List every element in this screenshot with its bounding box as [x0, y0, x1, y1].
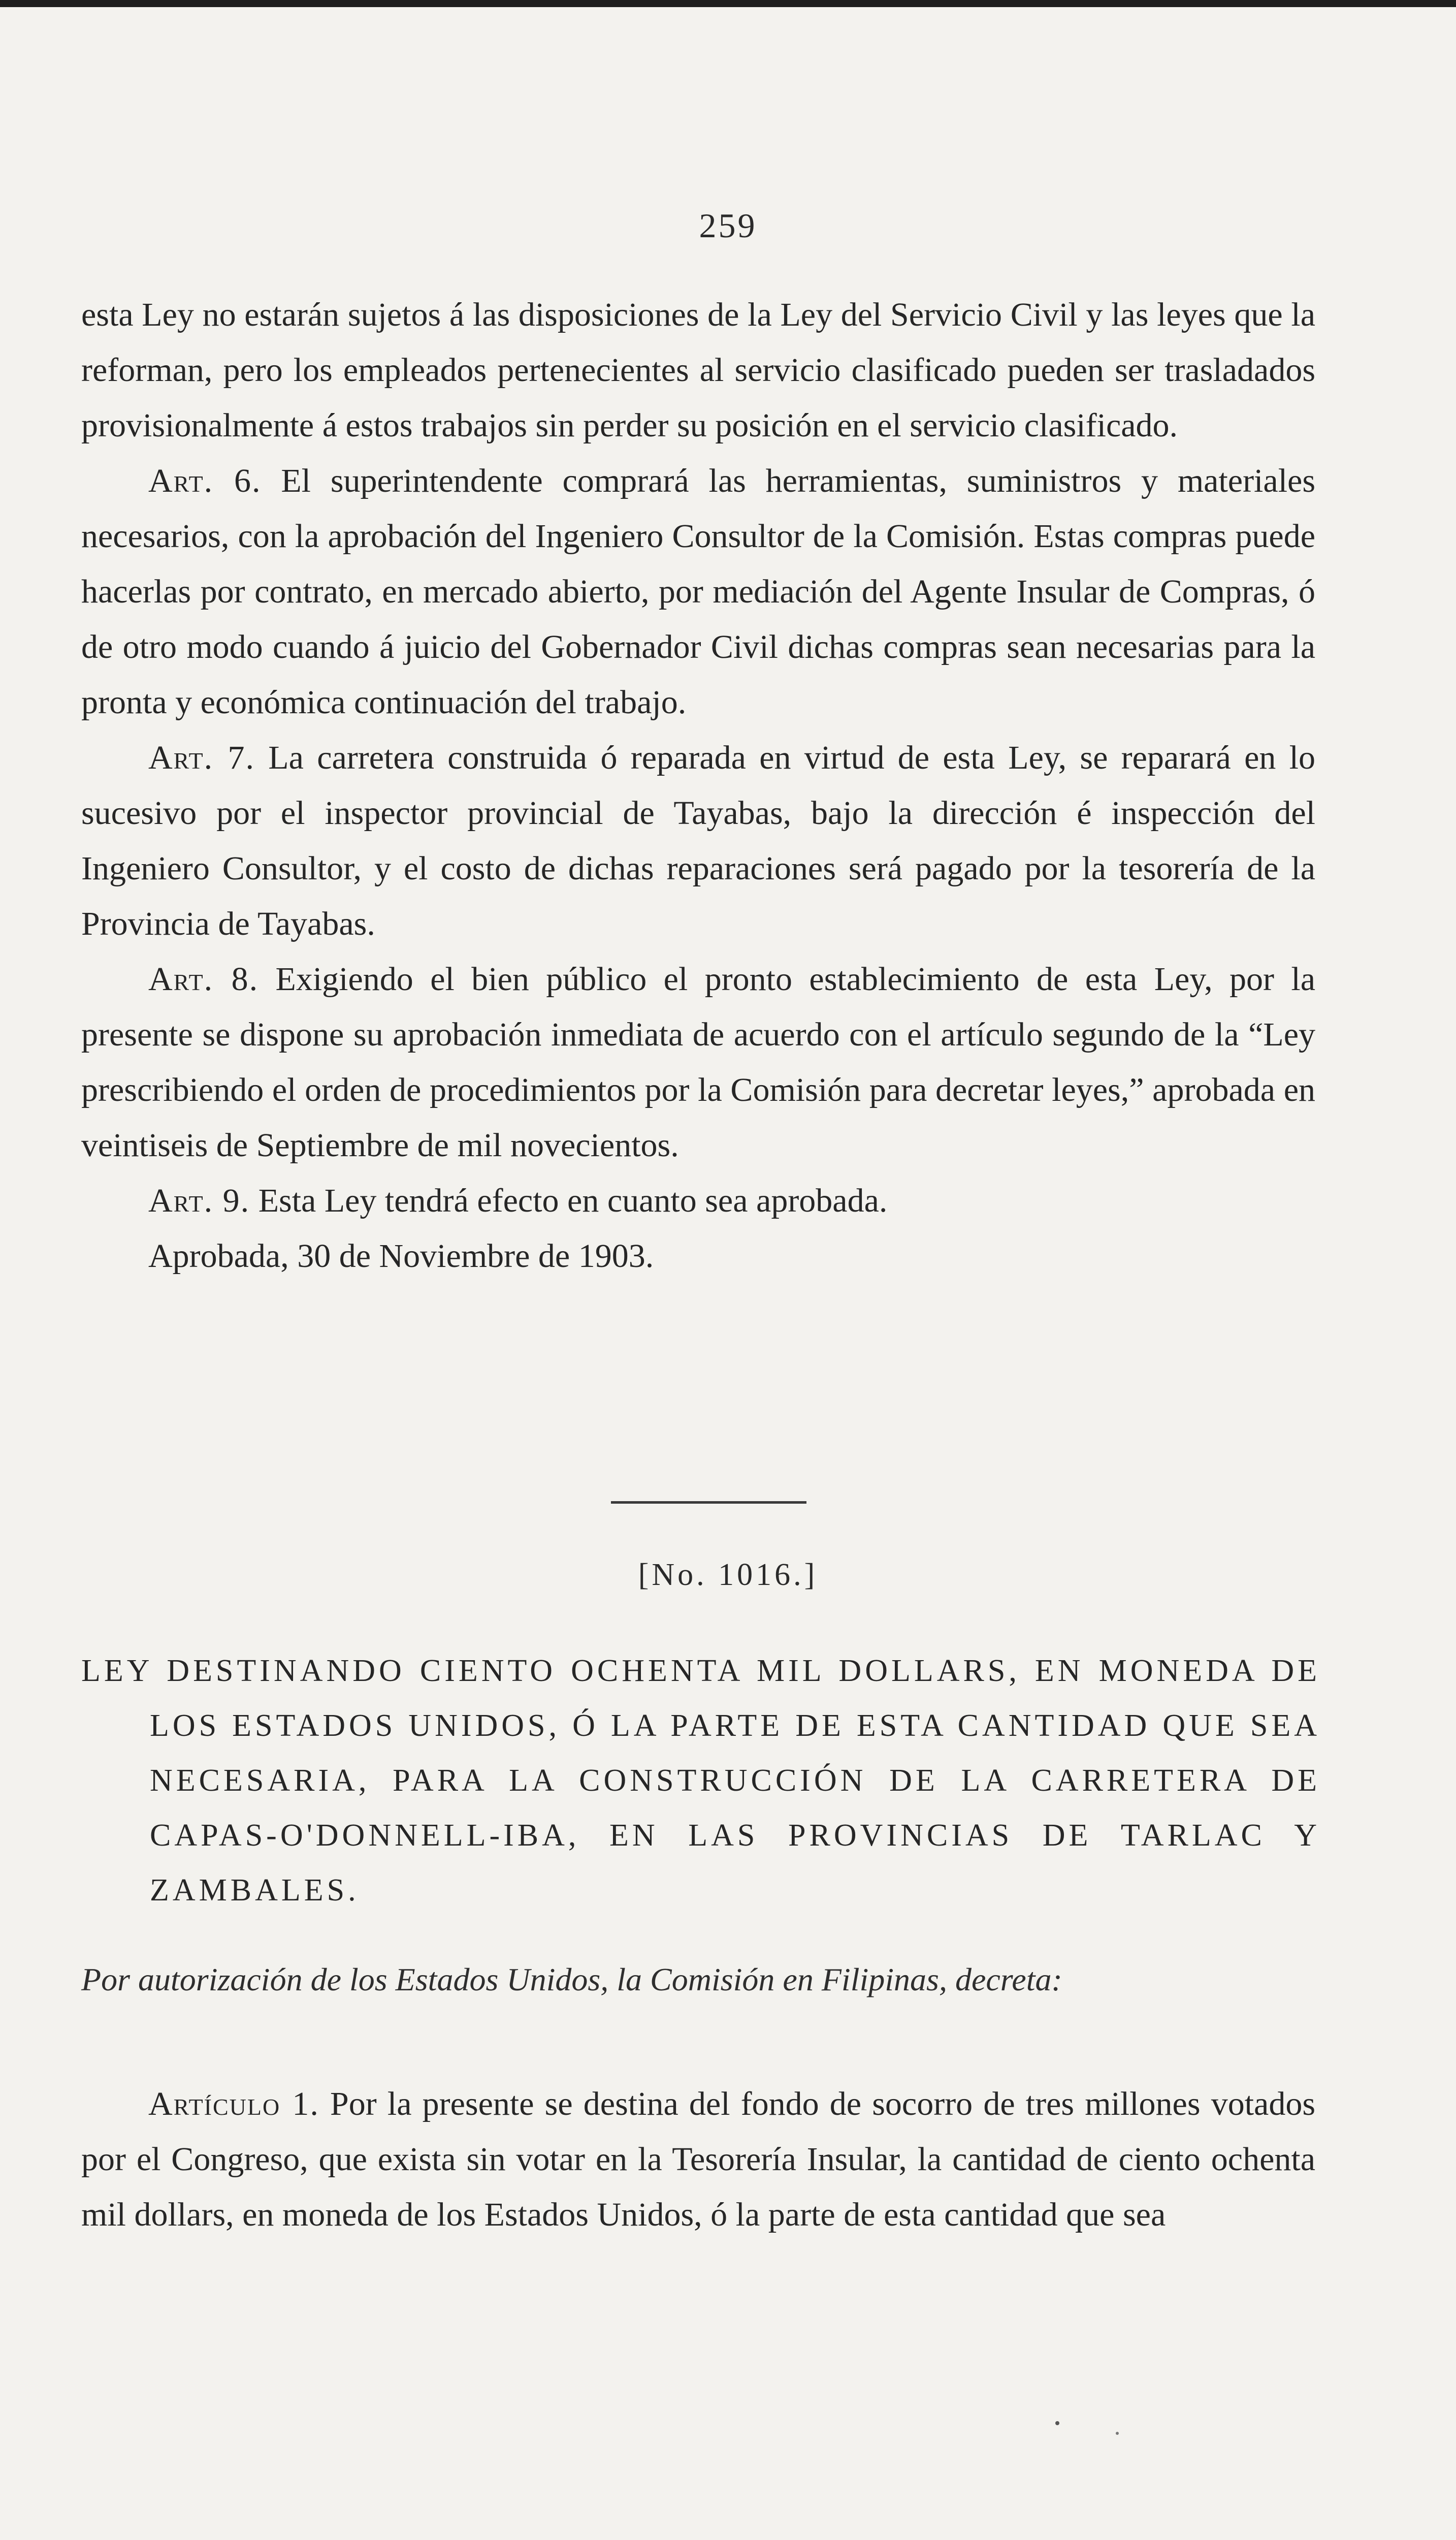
scan-specks	[1046, 2418, 1148, 2438]
article-text: Esta Ley tendrá efecto en cuanto sea aprobada.	[258, 1182, 888, 1219]
article-text: La carretera construida ó reparada en virtud de esta Ley, se reparará en lo sucesivo por el inspector provincial de Tayabas, bajo la dirección é inspección del Ingeniero Consultor, y el costo de dichas reparaciones será pagado por la tesorería de la Provincia de Tayabas.	[81, 739, 1315, 942]
article-text: El superintendente comprará las herramientas, suministros y materiales necesarios, con la aprobación del Ingeniero Consultor de la Comisión. Estas compras puede hacerlas por contrato, en mercado abierto, por mediación del Agente Insular de Compras, ó de otro modo cuando á juicio del Gobernador Civil dichas compras sean necesarias para la pronta y económica continuación del trabajo.	[81, 462, 1316, 721]
article-label: Artículo 1.	[148, 2085, 319, 2122]
law-number: [No. 1016.]	[638, 1558, 818, 1592]
article-label: Art. 6.	[148, 462, 262, 499]
article-text: Por la presente se destina del fondo de socorro de tres millones votados por el Congreso, que exista sin votar en la Tesorería Insular, la cantidad de ciento ochenta mil dollars, en moneda de los Estados Unidos, ó la parte de esta cantidad que sea	[81, 2085, 1316, 2233]
enacting-clause: Por autorización de los Estados Unidos, la Comisión en Filipinas, decreta:	[81, 1961, 1062, 1997]
section-divider	[611, 1501, 806, 1504]
article-label: Art. 7.	[148, 739, 255, 776]
article-label: Art. 9.	[148, 1182, 250, 1219]
continuation-paragraph: esta Ley no estarán sujetos á las disposiciones de la Ley del Servicio Civil y las leyes que la reforman, pero los empleados pertenecientes al servicio clasificado pueden ser trasladados provisionalmente á estos trabajos sin perder su posición en el servicio clasificado.	[81, 296, 1315, 444]
article-one-paragraph	[81, 2076, 1315, 2242]
law-title: LEY DESTINANDO CIENTO OCHENTA MIL DOLLARS, EN MONEDA DE LOS ESTADOS UNIDOS, Ó LA PARTE DE ESTA CANTIDAD QUE SEA NECESARIA, PARA LA CONSTRUCCIÓN DE LA CARRETERA DE CAPAS-O'DONNELL-IBA, EN LAS PROVINCIAS DE TARLAC Y ZAMBALES.	[81, 1654, 1320, 1908]
article-paragraph-6	[81, 453, 1315, 730]
page-number: 259	[699, 206, 757, 245]
article-paragraph-7	[81, 730, 1315, 951]
article-text: Exigiendo el bien público el pronto establecimiento de esta Ley, por la presente se dispone su aprobación inmediata de acuerdo con el artículo segundo de la “Ley prescribiendo el orden de procedimientos por la Comisión para decretar leyes,” aprobada en veintiseis de Septiembre de mil novecientos.	[81, 961, 1315, 1164]
scan-top-edge	[0, 0, 1456, 7]
approval-line: Aprobada, 30 de Noviembre de 1903.	[148, 1237, 654, 1275]
article-paragraph-8	[81, 951, 1315, 1173]
article-label: Art. 8.	[148, 961, 259, 998]
body-text	[81, 287, 1315, 1284]
article-paragraph-9	[81, 1173, 1315, 1228]
